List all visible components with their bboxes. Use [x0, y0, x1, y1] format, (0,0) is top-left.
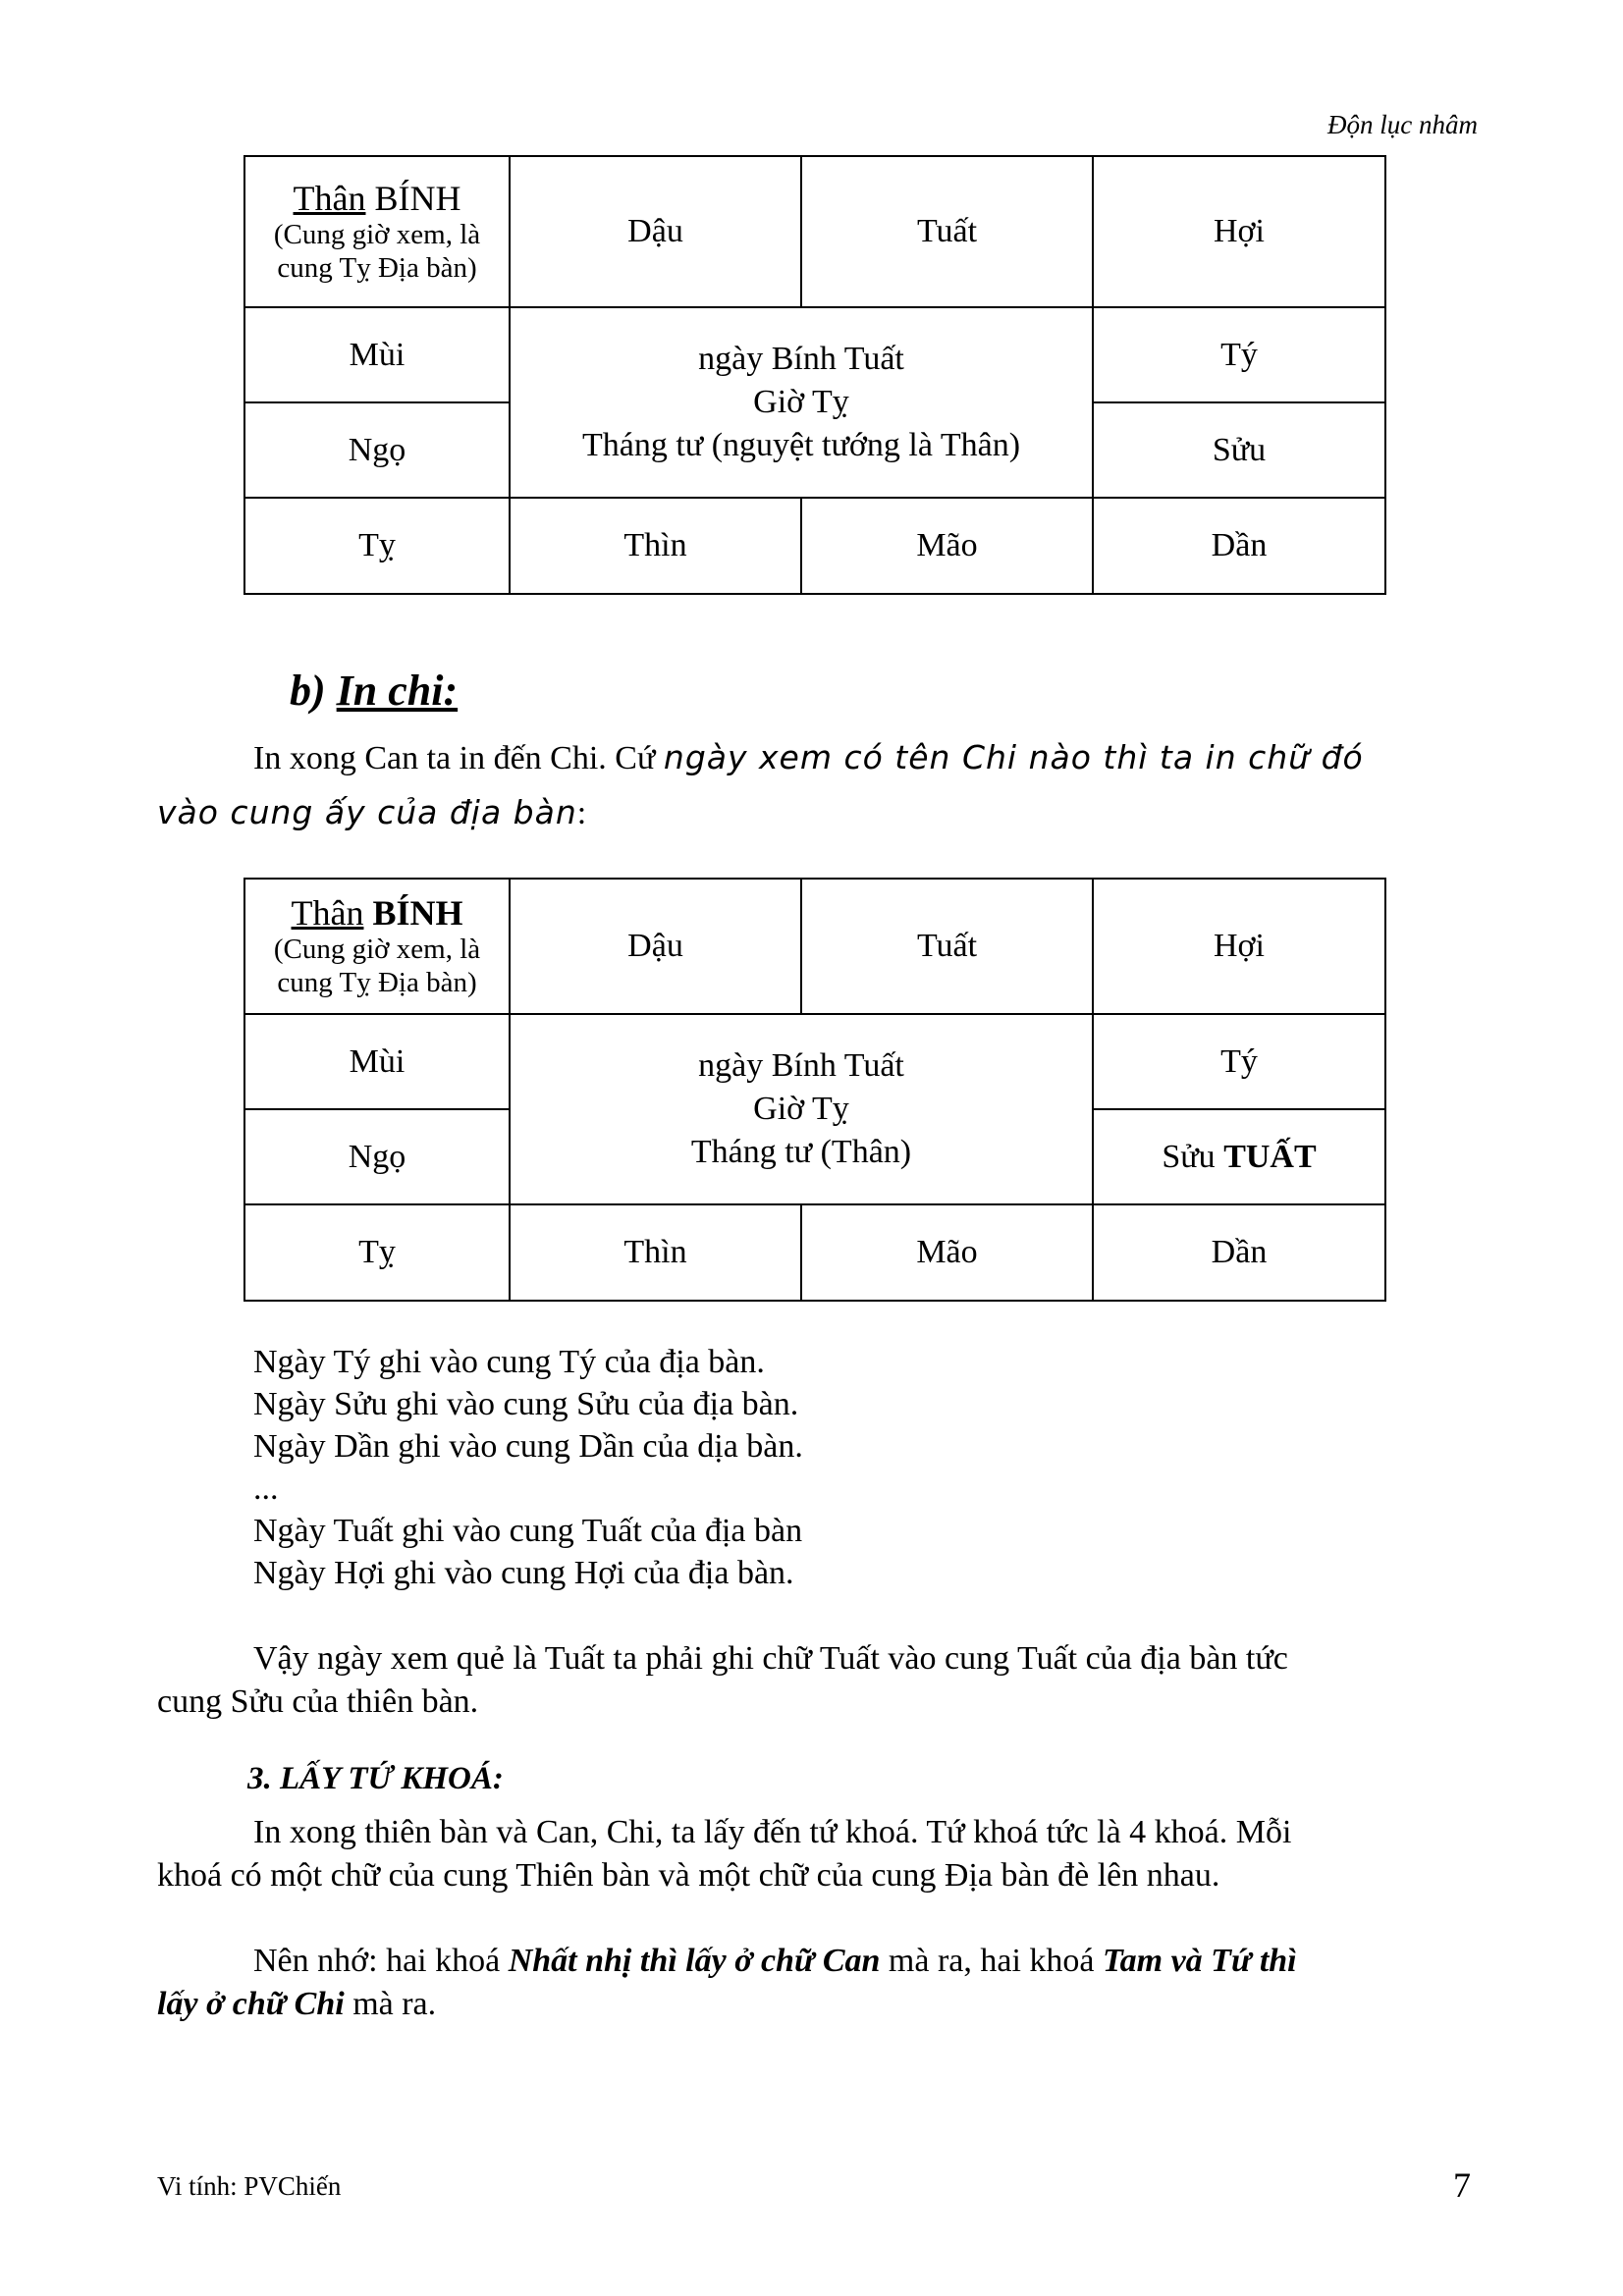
p2-c: mà ra, hai khoá — [880, 1943, 1103, 1979]
p2-b: Nhất nhị thì lấy ở chữ Can — [508, 1943, 881, 1979]
center-line-2: Giờ Tỵ — [753, 1091, 849, 1127]
cell-bottom-4: Dần — [1093, 498, 1385, 594]
intro-script-2: vào cung ấy của địa bàn — [157, 793, 577, 831]
cell-right-1: Tý — [1093, 307, 1385, 402]
cell-right-2: Sửu — [1093, 402, 1385, 498]
conclusion-line-2: cung Sửu của thiên bàn. — [157, 1683, 479, 1720]
section-b-intro-line2 — [157, 791, 586, 835]
corner-suffix: BÍNH — [372, 893, 463, 933]
section-b-label: b) — [290, 667, 326, 715]
cell-center — [510, 307, 1093, 498]
cell-left-1: Mùi — [244, 1014, 510, 1109]
center-line-1: ngày Bính Tuất — [698, 341, 904, 377]
list-item: Ngày Sửu ghi vào cung Sửu của địa bàn. — [253, 1386, 799, 1422]
p2-e: lấy ở chữ Chi — [157, 1986, 345, 2022]
p2-d: Tam và Tứ thì — [1103, 1943, 1297, 1979]
section-3-heading: 3. LẤY TỨ KHOÁ: — [247, 1761, 504, 1796]
cell-corner — [244, 156, 510, 307]
center-line-1: ngày Bính Tuất — [698, 1047, 904, 1084]
list-item: Ngày Hợi ghi vào cung Hợi của địa bàn. — [253, 1555, 794, 1591]
conclusion-line-1: Vậy ngày xem quẻ là Tuất ta phải ghi chữ Tuất vào cung Tuất của địa bàn tức — [253, 1640, 1288, 1677]
cell-right-2 — [1093, 1109, 1385, 1204]
cell-top-2: Tuất — [801, 156, 1093, 307]
board-table-1 — [243, 155, 1386, 595]
section-b-intro-line1 — [253, 736, 1364, 780]
cell-bottom-1: Tỵ — [244, 1204, 510, 1301]
p2-f: mà ra. — [344, 1986, 437, 2022]
cell-bottom-2: Thìn — [510, 498, 801, 594]
section-3-p2-line1 — [253, 1940, 1297, 1983]
list-item: ... — [253, 1470, 279, 1507]
cell-left-1: Mùi — [244, 307, 510, 402]
cell-left-2: Ngọ — [244, 1109, 510, 1204]
corner-sub-1: (Cung giờ xem, là — [273, 934, 481, 965]
cell-top-3: Hợi — [1093, 156, 1385, 307]
running-header: Độn lục nhâm — [1327, 110, 1478, 139]
p2-a: Nên nhớ: hai khoá — [253, 1943, 509, 1979]
list-item: Ngày Tý ghi vào cung Tý của địa bàn. — [253, 1344, 765, 1380]
center-line-3: Tháng tư (Thân) — [690, 1134, 912, 1170]
cell-bottom-4: Dần — [1093, 1204, 1385, 1301]
corner-sub-2: cung Tỵ Địa bàn) — [277, 252, 477, 284]
intro-script-1: ngày xem có tên Chi nào thì ta in chữ đó — [663, 738, 1364, 776]
cell-top-3: Hợi — [1093, 879, 1385, 1014]
cell-top-1: Dậu — [510, 156, 801, 307]
cell-center — [510, 1014, 1093, 1204]
cell-left-2: Ngọ — [244, 402, 510, 498]
center-line-2: Giờ Tỵ — [753, 384, 849, 420]
cell-top-2: Tuất — [801, 879, 1093, 1014]
corner-prefix: Thân — [293, 179, 366, 218]
section-b-title — [290, 666, 458, 716]
center-line-3: Tháng tư (nguyệt tướng là Thân) — [581, 427, 1021, 463]
cell-bottom-1: Tỵ — [244, 498, 510, 594]
right-bottom-bold: TUẤT — [1223, 1138, 1317, 1175]
intro-end: : — [576, 795, 587, 831]
corner-suffix: BÍNH — [374, 179, 461, 218]
page-number: 7 — [1453, 2165, 1471, 2205]
footer-credit: Vi tính: PVChiến — [157, 2171, 342, 2201]
board-table-2 — [243, 878, 1386, 1302]
section-b-heading: In chi: — [336, 667, 459, 715]
corner-sub-1: (Cung giờ xem, là — [273, 219, 481, 250]
cell-corner — [244, 879, 510, 1014]
corner-sub-2: cung Tỵ Địa bàn) — [277, 967, 477, 998]
section-3-p2-line2 — [157, 1983, 436, 2026]
cell-bottom-3: Mão — [801, 498, 1093, 594]
right-bottom-prefix: Sửu — [1162, 1138, 1216, 1175]
cell-bottom-2: Thìn — [510, 1204, 801, 1301]
list-item: Ngày Dần ghi vào cung Dần của dịa bàn. — [253, 1428, 803, 1465]
cell-top-1: Dậu — [510, 879, 801, 1014]
corner-prefix: Thân — [291, 893, 364, 933]
section-3-p1-line1: In xong thiên bàn và Can, Chi, ta lấy đến tứ khoá. Tứ khoá tức là 4 khoá. Mỗi — [253, 1814, 1292, 1850]
list-item: Ngày Tuất ghi vào cung Tuất của địa bàn — [253, 1513, 803, 1549]
cell-bottom-3: Mão — [801, 1204, 1093, 1301]
section-3-p1-line2: khoá có một chữ của cung Thiên bàn và một chữ của cung Địa bàn đè lên nhau. — [157, 1857, 1220, 1894]
intro-plain: In xong Can ta in đến Chi. Cứ — [253, 740, 664, 776]
cell-right-1: Tý — [1093, 1014, 1385, 1109]
